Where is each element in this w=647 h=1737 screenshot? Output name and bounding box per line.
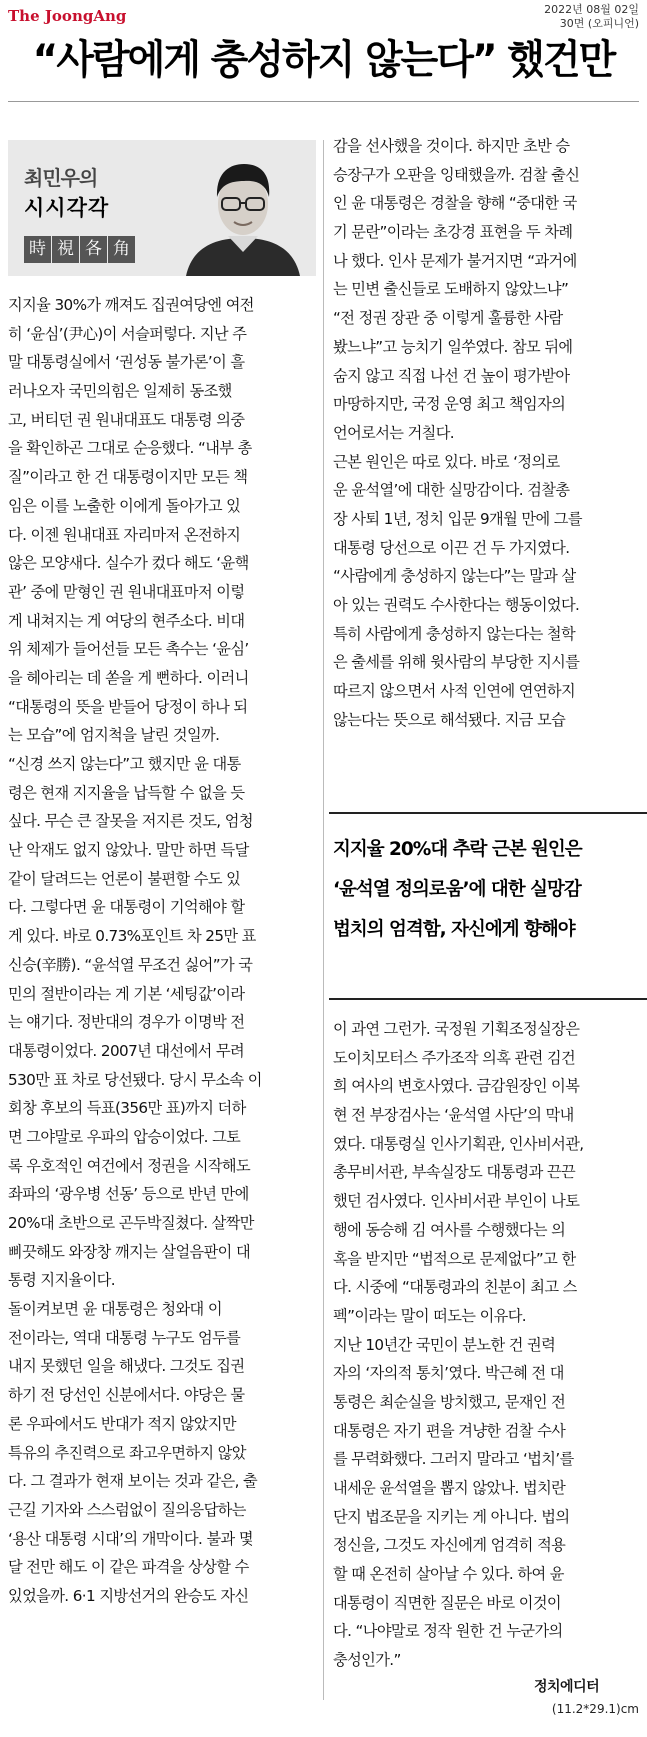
body-line: 좌파의 ‘광우병 선동’ 등으로 반년 만에	[8, 1185, 249, 1204]
body-line: 행에 동승해 김 여사를 수행했다는 의	[333, 1220, 566, 1239]
body-line: 는 모습”에 엄지척을 날린 것일까.	[8, 726, 220, 745]
pull-quote-line: 지지율 20%대 추락 근본 원인은	[333, 839, 582, 860]
body-line: 내지 못했던 일을 해냈다. 그것도 집권	[8, 1357, 245, 1376]
brand-logo: The JoongAng	[8, 7, 127, 25]
body-line: 싶다. 무슨 큰 잘못을 저지른 것도, 엄청	[8, 812, 253, 831]
body-line: 이 과연 그런가. 국정원 기획조정실장은	[333, 1020, 580, 1038]
body-line: 나 했다. 인사 문제가 불거지면 “과거에	[333, 251, 577, 270]
body-line: 게 있다. 바로 0.73%포인트 차 25만 표	[8, 927, 256, 946]
body-line: 을 헤아리는 데 쏟을 게 뻔하다. 이러니	[8, 668, 249, 687]
body-line: 달 전만 해도 이 같은 파격을 상상할 수	[8, 1558, 249, 1577]
body-line: 승장구가 오판을 잉태했을까. 검찰 출신	[333, 165, 580, 184]
clipping-size: (11.2*29.1)cm	[551, 1702, 639, 1716]
body-line: 돌이켜보면 윤 대통령은 청와대 이	[8, 1300, 222, 1319]
body-line: 다. “나야말로 정작 원한 건 누군가의	[333, 1622, 563, 1641]
hanja-char: 視	[52, 236, 79, 263]
pull-quote-line: ‘윤석열 정의로움’에 대한 실망감	[333, 879, 581, 900]
body-line: 하기 전 당선인 신분에서다. 야당은 물	[8, 1386, 245, 1405]
body-line: 인 윤 대통령은 경찰을 향해 “중대한 국	[333, 194, 577, 213]
body-line: “대통령의 뜻을 받들어 당정이 하나 되	[8, 697, 248, 716]
body-line: 회창 후보의 득표(356만 표)까지 더하	[8, 1099, 246, 1118]
body-line: 다. 그 결과가 현재 보이는 것과 같은, 출	[8, 1472, 258, 1491]
body-line: 기 문란”이라는 초강경 표현을 두 차례	[333, 223, 573, 242]
body-line: 임은 이를 노출한 이에게 돌아가고 있	[8, 496, 241, 515]
body-line: 530만 표 차로 당선됐다. 당시 무소속 이	[8, 1070, 262, 1089]
body-line: 말 대통령실에서 ‘권성동 불가론’이 흘	[8, 353, 245, 372]
body-line: 않는다는 뜻으로 해석됐다. 지금 모습	[333, 710, 566, 729]
column-title: 시시각각	[24, 196, 110, 220]
author-signoff: 정치에디터	[534, 1679, 600, 1695]
body-line: 관’ 중에 맏형인 권 원내대표마저 이렇	[8, 582, 245, 601]
headline-rule	[8, 101, 639, 102]
body-line: 자의 ‘자의적 통치’였다. 박근혜 전 대	[333, 1364, 564, 1383]
body-line: 할 때 온전히 살아날 수 있다. 하여 윤	[333, 1565, 564, 1584]
body-line: 히 ‘윤심’(尹心)이 서슬퍼렇다. 지난 주	[8, 324, 247, 343]
body-line: 대통령이었다. 2007년 대선에서 무려	[8, 1041, 245, 1060]
column-author: 최민우의	[24, 166, 98, 190]
column-divider	[323, 140, 324, 1700]
body-line: 통령 지지율이다.	[8, 1271, 115, 1290]
body-line: 론 우파에서도 반대가 적지 않았지만	[8, 1414, 236, 1433]
body-line: 마땅하지만, 국정 운영 최고 책임자의	[333, 395, 566, 414]
body-line: 다. 이젠 원내대표 자리마저 온전하지	[8, 525, 241, 544]
pull-quote-line: 법치의 엄격함, 자신에게 향해야	[333, 919, 575, 940]
body-line: 다. 그렇다면 윤 대통령이 기억해야 할	[8, 898, 245, 917]
column-hanja	[24, 236, 136, 263]
body-line: 민의 절반이라는 게 기본 ‘세팅값’이라	[8, 984, 245, 1003]
headline: “사람에게 충성하지 않는다” 했건만	[32, 37, 615, 83]
body-line: 위 체제가 들어선들 모든 촉수는 ‘윤심’	[8, 640, 249, 659]
body-line: 있었을까. 6·1 지방선거의 완승도 자신	[8, 1586, 249, 1605]
body-line: 희 여사의 변호사였다. 금감원장인 이복	[333, 1077, 580, 1096]
body-line: 혹을 받지만 “법적으로 문제없다”고 한	[333, 1249, 576, 1268]
body-line: 숨지 않고 직접 나선 건 높이 평가받아	[333, 366, 570, 385]
issue-meta	[544, 3, 639, 31]
body-line: 충성인가.”	[333, 1651, 401, 1670]
body-line: 현 전 부장검사는 ‘윤석열 사단’의 막내	[333, 1106, 574, 1125]
issue-page: 30면 (오피니언)	[559, 17, 639, 30]
body-line: 특유의 추진력으로 좌고우면하지 않았	[8, 1443, 246, 1462]
hanja-char: 時	[24, 236, 51, 263]
body-line: 였다. 대통령실 인사기획관, 인사비서관,	[333, 1134, 584, 1153]
body-line: “사람에게 충성하지 않는다”는 말과 살	[333, 567, 576, 586]
body-line: 도이치모터스 주가조작 의혹 관련 김건	[333, 1048, 576, 1067]
author-portrait	[178, 152, 308, 276]
body-line: 언어로서는 거칠다.	[333, 423, 455, 442]
body-line: 대통령 당선으로 이끈 건 두 가지였다.	[333, 538, 570, 557]
body-line: 총무비서관, 부속실장도 대통령과 끈끈	[333, 1163, 576, 1182]
body-line: 정신을, 그것도 자신에게 엄격히 적용	[333, 1536, 566, 1555]
body-line: 는 얘기다. 정반대의 경우가 이명박 전	[8, 1013, 245, 1032]
body-line: 전이라는, 역대 대통령 누구도 엄두를	[8, 1328, 241, 1347]
body-line: 난 악재도 없지 않았나. 말만 하면 득달	[8, 841, 249, 860]
body-line: 대통령은 자기 편을 겨냥한 검찰 수사	[333, 1421, 566, 1440]
body-line: 장 사퇴 1년, 정치 입문 9개월 만에 그를	[333, 509, 582, 528]
article-body-right-top	[333, 132, 639, 734]
hanja-char: 各	[80, 236, 107, 263]
body-line: 를 무력화했다. 그러지 말라고 ‘법치’를	[333, 1450, 574, 1469]
body-line: 통령은 최순실을 방치했고, 문재인 전	[333, 1392, 566, 1411]
body-line: 면 그야말로 우파의 압승이었다. 그토	[8, 1127, 241, 1146]
body-line: 질”이라고 한 건 대통령이지만 모든 책	[8, 468, 248, 487]
body-line: 20%대 초반으로 곤두박질쳤다. 살짝만	[8, 1214, 254, 1232]
body-line: 다. 시중에 “대통령과의 친분이 최고 스	[333, 1278, 577, 1297]
body-line: 단지 법조문을 지키는 게 아니다. 법의	[333, 1507, 570, 1526]
body-line: 않은 모양새다. 실수가 컸다 해도 ‘윤핵	[8, 554, 249, 573]
body-line: 게 내쳐지는 게 여당의 현주소다. 비대	[8, 611, 245, 630]
body-line: 고, 버티던 권 원내대표도 대통령 의중	[8, 410, 245, 429]
body-line: 지지율 30%가 깨져도 집권여당엔 여전	[8, 296, 254, 314]
body-line: 록 우호적인 여건에서 정권을 시작해도	[8, 1156, 251, 1175]
body-line: 내세운 윤석열을 뽑지 않았나. 법치란	[333, 1479, 566, 1497]
body-line: 아 있는 권력도 수사한다는 행동이었다.	[333, 596, 580, 614]
body-line: 했던 검사였다. 인사비서관 부인이 나토	[333, 1192, 580, 1211]
body-line: 신승(辛勝). “윤석열 무조건 싫어”가 국	[8, 955, 253, 974]
issue-date: 2022년 08월 02일	[544, 3, 639, 16]
body-line: 는 민변 출신들로 도배하지 않았느냐”	[333, 280, 569, 299]
article-body-left	[8, 291, 320, 1611]
body-line: 을 확인하곤 그대로 순응했다. “내부 총	[8, 439, 252, 458]
pull-quote	[333, 830, 639, 950]
body-line: 근본 원인은 따로 있다. 바로 ‘정의로	[333, 452, 560, 471]
body-line: 령은 현재 지지율을 납득할 수 없을 듯	[8, 783, 245, 802]
body-line: 운 윤석열’에 대한 실망감이다. 검찰총	[333, 481, 570, 500]
body-line: 감을 선사했을 것이다. 하지만 초반 승	[333, 137, 570, 155]
body-line: 지난 10년간 국민이 분노한 건 권력	[333, 1335, 556, 1354]
body-line: “전 정권 장관 중 이렇게 훌륭한 사람	[333, 309, 563, 328]
pull-quote-bottom-rule	[329, 998, 647, 1000]
body-line: 특히 사람에게 충성하지 않는다는 철학	[333, 624, 576, 643]
body-line: 봤느냐”고 능치기 일쑤였다. 참모 뒤에	[333, 337, 573, 356]
body-line: 대통령이 직면한 질문은 바로 이것이	[333, 1593, 561, 1612]
body-line: 펙”이라는 말이 떠도는 이유다.	[333, 1306, 527, 1325]
body-line: 같이 달려드는 언론이 불편할 수도 있	[8, 869, 241, 888]
body-line: 러나오자 국민의힘은 일제히 동조했	[8, 382, 232, 401]
article-body-right-bottom	[333, 1015, 639, 1675]
hanja-char: 角	[108, 236, 135, 263]
body-line: “신경 쓰지 않는다”고 했지만 윤 대통	[8, 755, 241, 773]
body-line: 삐끗해도 와장창 깨지는 살얼음판이 대	[8, 1242, 251, 1261]
body-line: 근길 기자와 스스럼없이 질의응답하는	[8, 1500, 246, 1519]
body-line: 따르지 않으면서 사적 인연에 연연하지	[333, 682, 576, 701]
pull-quote-top-rule	[329, 812, 647, 814]
body-line: ‘용산 대통령 시대’의 개막이다. 불과 몇	[8, 1529, 253, 1548]
body-line: 은 출세를 위해 윗사람의 부당한 지시를	[333, 653, 580, 672]
